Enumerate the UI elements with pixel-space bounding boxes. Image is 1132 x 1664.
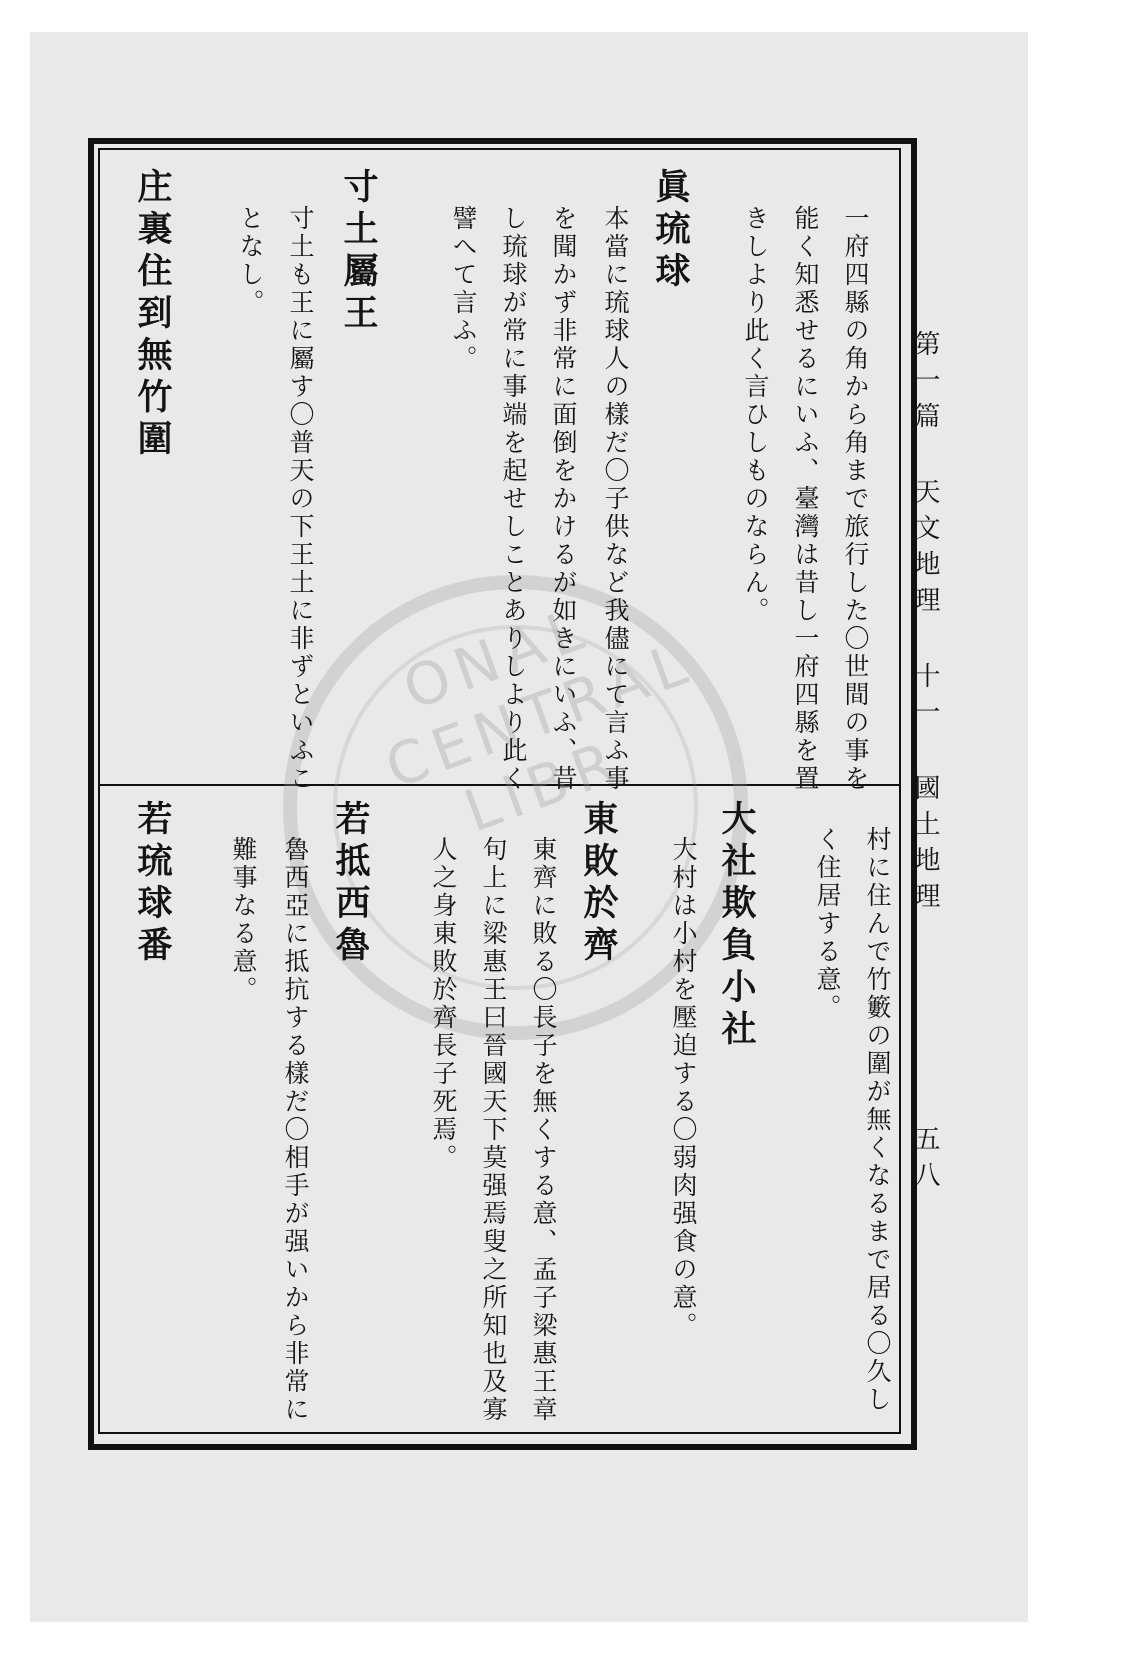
entry-body-line: 人之身東敗於齊長子死焉。 bbox=[429, 836, 458, 1172]
entry-body-line: 一府四縣の角から角まで旅行した〇世間の事を bbox=[841, 205, 870, 793]
entry-body-line: きしより此く言ひしものならん。 bbox=[741, 205, 770, 625]
entry-body-line: となし。 bbox=[236, 205, 265, 317]
entry-heading: 大社欺負小社 bbox=[716, 800, 757, 1052]
library-stamp-text: ONAL CENTRAL LIBR bbox=[376, 593, 703, 846]
page-number: 五八 bbox=[910, 1125, 940, 1197]
entry-body-line: 難事なる意。 bbox=[229, 836, 258, 1004]
running-head: 第一篇 天文地理 十一 國土地理 bbox=[910, 330, 940, 918]
entry-body-line: 譬へて言ふ。 bbox=[449, 205, 478, 373]
entry-body-line: し琉球が常に事端を起せしことありしより此く bbox=[499, 205, 528, 793]
entry-body-line: 魯西亞に抵抗する樣だ〇相手が强いから非常に bbox=[281, 836, 310, 1424]
entry-body-line: 東齊に敗る〇長子を無くする意、孟子梁惠王章 bbox=[529, 836, 558, 1424]
entry-body-line: 寸土も王に屬す〇普天の下王土に非ずといふこ bbox=[286, 205, 315, 793]
entry-body-line: 村に住んで竹籔の圍が無くなるまで居る〇久し bbox=[863, 826, 892, 1414]
entry-heading: 若抵西魯 bbox=[330, 800, 371, 968]
entry-body-line: 本當に琉球人の樣だ〇子供など我儘にて言ふ事 bbox=[601, 205, 630, 793]
entry-heading: 若琉球番 bbox=[132, 800, 173, 968]
entry-body-line: 句上に梁惠王曰晉國天下莫强焉叟之所知也及寡 bbox=[479, 836, 508, 1424]
entry-body-line: を聞かず非常に面倒をかけるが如きにいふ、昔 bbox=[549, 205, 578, 793]
entry-heading: 庄裏住到無竹圍 bbox=[132, 168, 173, 462]
entry-body-line: 大村は小村を壓迫する〇弱肉强食の意。 bbox=[669, 836, 698, 1340]
entry-heading: 東敗於齊 bbox=[578, 800, 619, 968]
entry-heading: 寸土屬王 bbox=[338, 168, 379, 336]
entry-body-line: く住居する意。 bbox=[813, 826, 842, 1022]
entry-heading: 眞琉球 bbox=[650, 168, 691, 294]
entry-body-line: 能く知悉せるにいふ、臺灣は昔し一府四縣を置 bbox=[791, 205, 820, 793]
